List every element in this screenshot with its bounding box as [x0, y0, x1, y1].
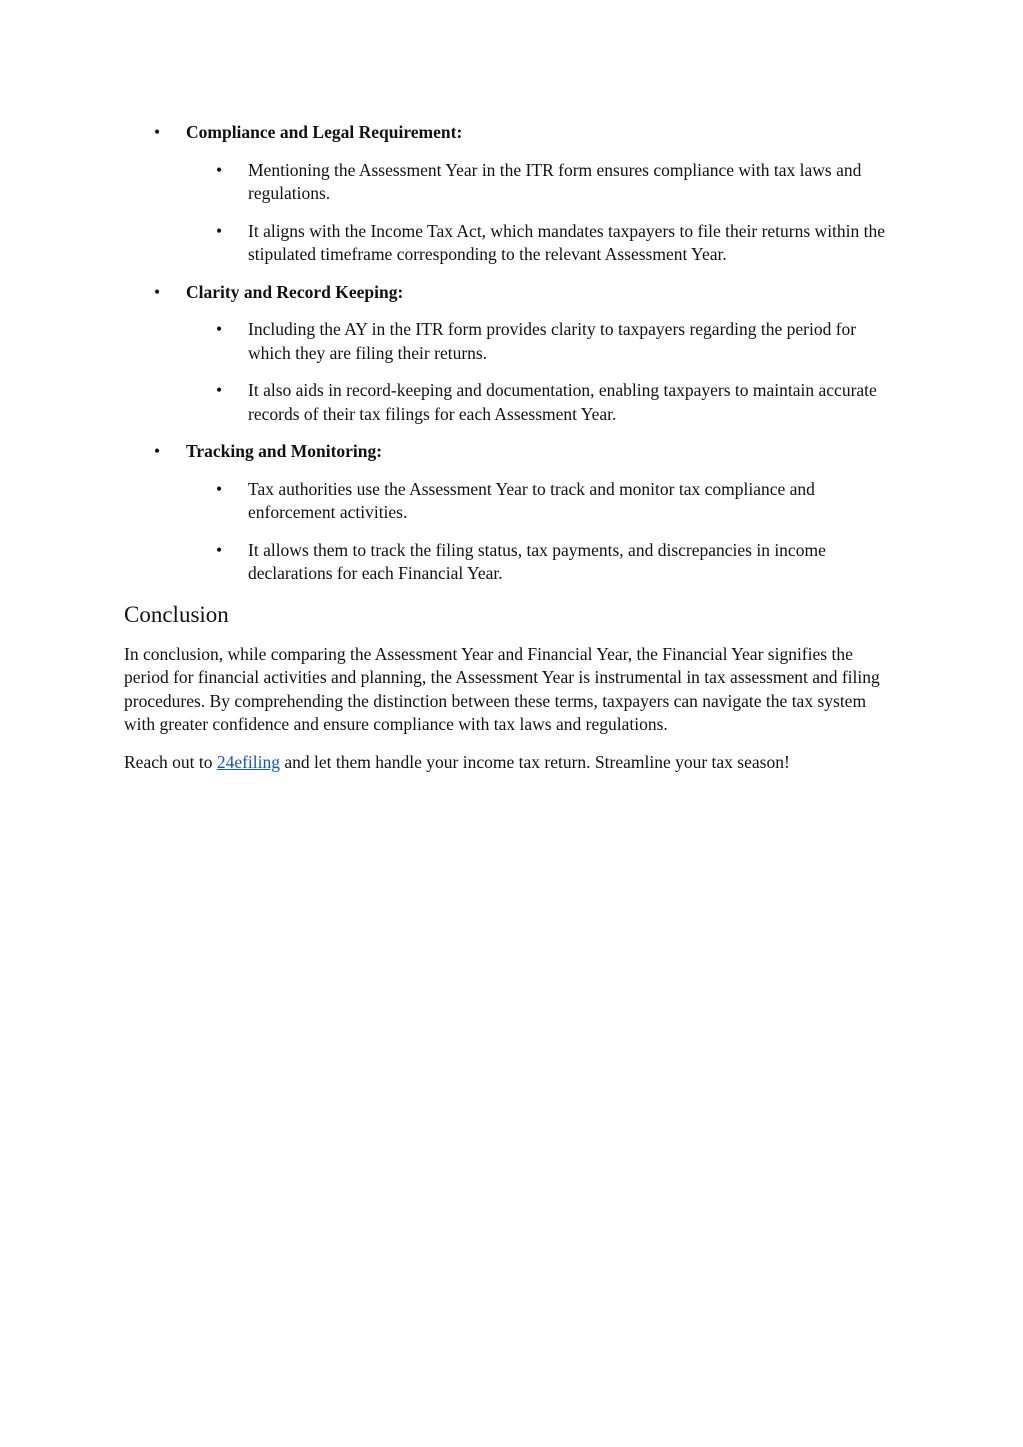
key-points-list [124, 121, 899, 586]
point-text: It allows them to track the filing status, tax payments, and discrepancies in income declarations for each Financial Year. [248, 539, 826, 583]
sub-points-list [186, 318, 899, 426]
list-item [186, 478, 899, 525]
list-item [124, 440, 899, 586]
list-item [186, 318, 899, 365]
bullet-icon: • [154, 281, 161, 302]
bullet-icon: • [154, 441, 161, 461]
point-text: It also aids in record-keeping and documentation, enabling taxpayers to maintain accurate records of their tax filings for each Assessment Year. [248, 380, 877, 424]
list-item [124, 121, 899, 267]
list-item [124, 281, 899, 427]
list-item [186, 379, 899, 426]
document-content [124, 121, 899, 788]
list-item [186, 220, 899, 267]
bullet-icon: • [216, 478, 223, 499]
call-to-action [124, 751, 899, 775]
conclusion-title: Conclusion [124, 601, 229, 627]
section-heading: Tracking and Monitoring: [186, 441, 383, 461]
section-heading: Clarity and Record Keeping: [186, 281, 404, 302]
24efiling-link[interactable]: 24efiling [216, 751, 281, 772]
bullet-icon: • [154, 122, 161, 142]
cta-suffix: and let them handle your income tax return. Streamline your tax season! [280, 751, 790, 772]
point-text: Mentioning the Assessment Year in the ITR form ensures compliance with tax laws and regulations. [248, 159, 862, 203]
point-text: It aligns with the Income Tax Act, which mandates taxpayers to file their returns within the stipulated timeframe corresponding to the relevant Assessment Year. [248, 220, 886, 264]
section-heading: Compliance and Legal Requirement: [186, 122, 463, 142]
cta-prefix: Reach out to [124, 751, 217, 772]
list-item [186, 159, 899, 206]
bullet-icon: • [216, 319, 223, 339]
bullet-icon: • [216, 159, 223, 180]
point-text: Including the AY in the ITR form provides clarity to taxpayers regarding the period for which they are filing their returns. [248, 319, 857, 363]
list-item [186, 539, 899, 586]
bullet-icon: • [216, 220, 223, 241]
sub-points-list [186, 478, 899, 586]
sub-points-list [186, 159, 899, 267]
bullet-icon: • [216, 539, 223, 560]
conclusion-paragraph: In conclusion, while comparing the Assessment Year and Financial Year, the Financial Year signifies the period for financial activities and planning, the Assessment Year is instrumental in tax assessment and filing procedures. By comprehending the distinction between these terms, taxpayers can navigate the tax system with greater confidence and ensure compliance with tax laws and regulations. [124, 643, 880, 734]
point-text: Tax authorities use the Assessment Year to track and monitor tax compliance and enforcement activities. [248, 478, 815, 522]
bullet-icon: • [216, 380, 223, 400]
